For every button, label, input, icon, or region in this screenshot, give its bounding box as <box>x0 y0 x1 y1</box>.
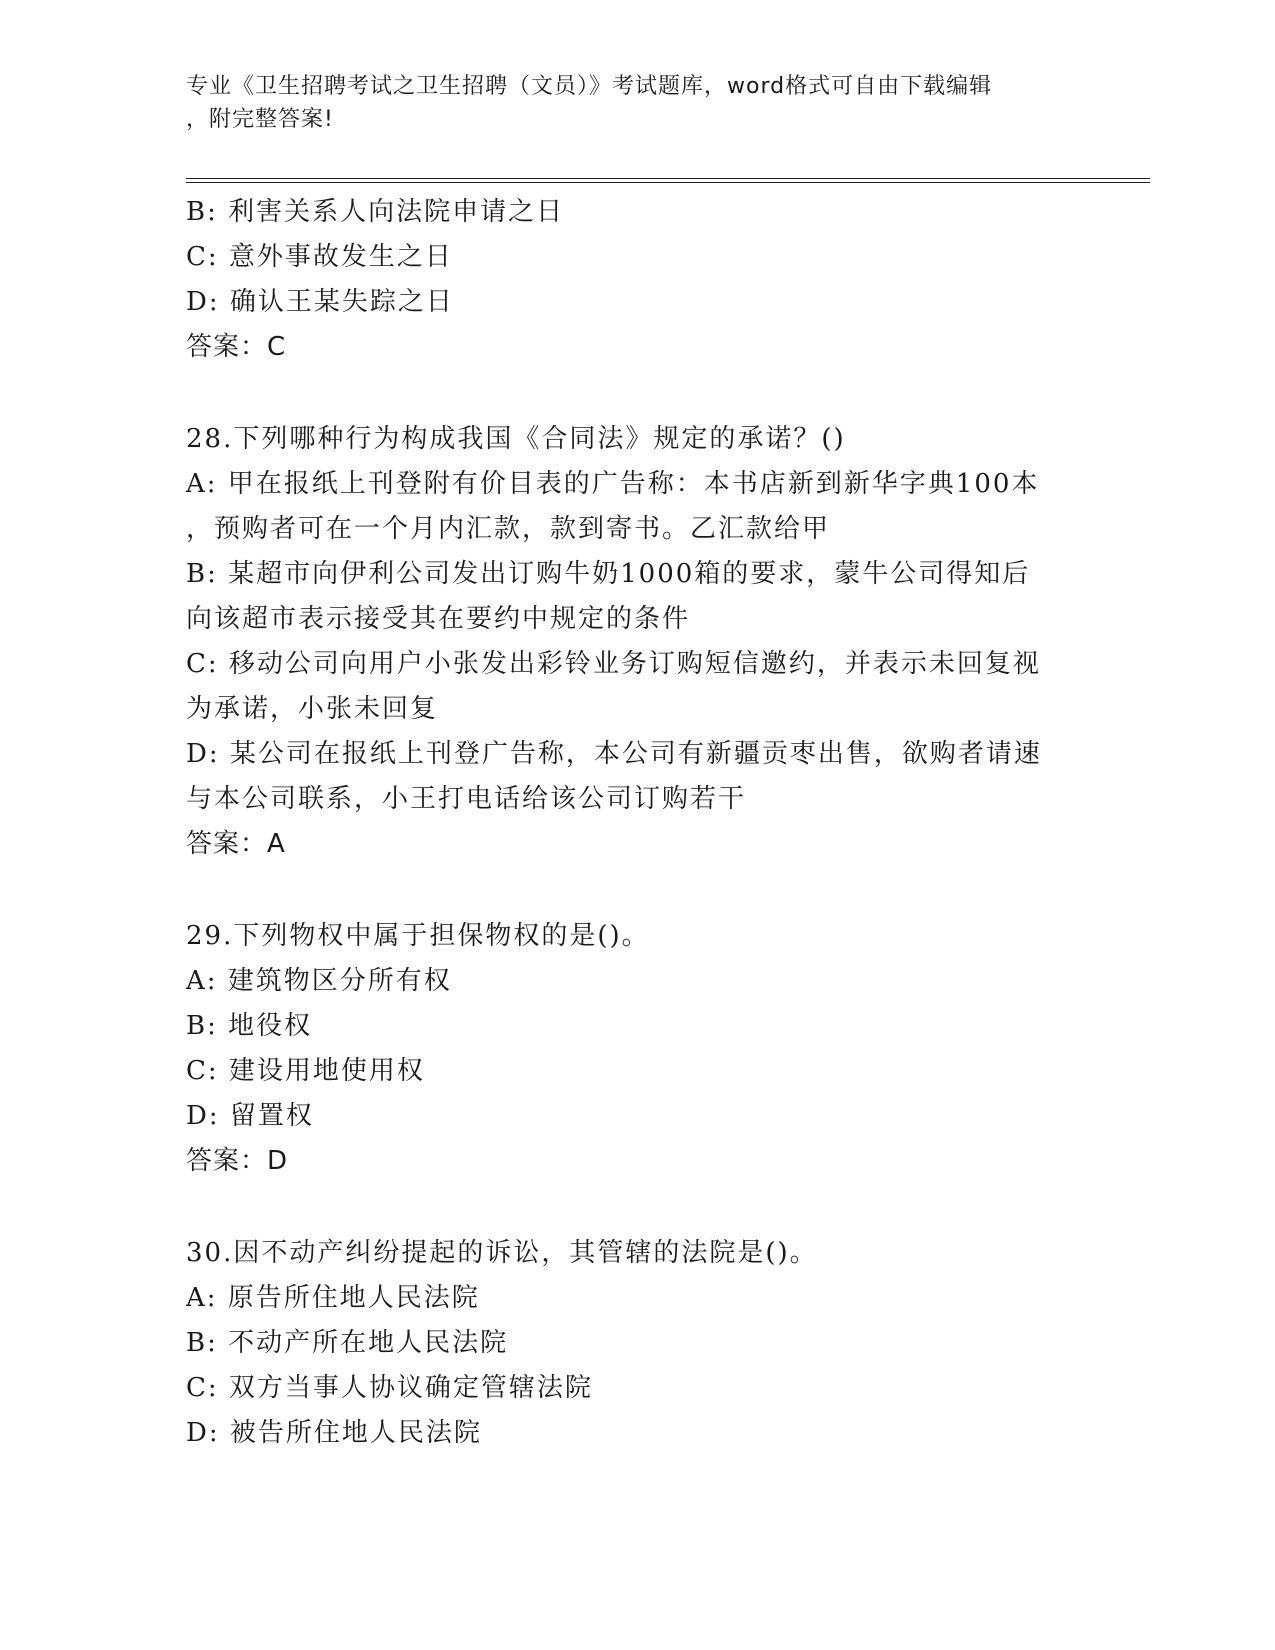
header-line-1: 专业《卫生招聘考试之卫生招聘（文员）》考试题库，word格式可自由下载编辑 <box>186 74 993 99</box>
option-line: B: 地役权 <box>186 1011 313 1041</box>
option-line: A: 建筑物区分所有权 <box>186 966 452 996</box>
spacer <box>186 867 1086 914</box>
option-line: D: 被告所住地人民法院 <box>186 1418 482 1448</box>
question-29 <box>186 914 1086 1184</box>
answer-line: 答案：A <box>186 829 286 859</box>
question-stem: 28.下列哪种行为构成我国《合同法》规定的承诺？() <box>186 424 846 454</box>
option-line: C: 移动公司向用户小张发出彩铃业务订购短信邀约，并表示未回复视 <box>186 649 1041 679</box>
option-line: 为承诺，小张未回复 <box>186 694 439 724</box>
header-line-2: ，附完整答案! <box>186 107 334 132</box>
option-line: B: 某超市向伊利公司发出订购牛奶1000箱的要求，蒙牛公司得知后 <box>186 559 1031 589</box>
question-stem: 29.下列物权中属于担保物权的是()。 <box>186 921 650 951</box>
option-line: B: 不动产所在地人民法院 <box>186 1328 509 1358</box>
answer-line: 答案：D <box>186 1146 289 1176</box>
answer-line: 答案：C <box>186 332 287 362</box>
option-line: 与本公司联系，小王打电话给该公司订购若干 <box>186 784 747 814</box>
option-line: D: 确认王某失踪之日 <box>186 287 454 317</box>
option-line: C: 建设用地使用权 <box>186 1056 425 1086</box>
option-line: B: 利害关系人向法院申请之日 <box>186 197 565 227</box>
spacer <box>186 1184 1086 1231</box>
option-line: D: 留置权 <box>186 1101 314 1131</box>
question-30 <box>186 1231 1086 1456</box>
question-27-continued <box>186 190 1086 370</box>
header-rule-top <box>186 178 1150 179</box>
spacer <box>186 370 1086 417</box>
question-stem: 30.因不动产纠纷提起的诉讼，其管辖的法院是()。 <box>186 1238 818 1268</box>
page-header <box>186 70 1066 136</box>
option-line: D: 某公司在报纸上刊登广告称，本公司有新疆贡枣出售，欲购者请速 <box>186 739 1042 769</box>
option-line: A: 原告所住地人民法院 <box>186 1283 480 1313</box>
option-line: ，预购者可在一个月内汇款，款到寄书。乙汇款给甲 <box>186 514 831 544</box>
option-line: 向该超市表示接受其在要约中规定的条件 <box>186 604 691 634</box>
header-rule-bottom <box>186 182 1150 183</box>
option-line: A: 甲在报纸上刊登附有价目表的广告称：本书店新到新华字典100本 <box>186 469 1040 499</box>
option-line: C: 双方当事人协议确定管辖法院 <box>186 1373 593 1403</box>
document-body <box>186 190 1086 1456</box>
question-28 <box>186 417 1086 867</box>
option-line: C: 意外事故发生之日 <box>186 242 453 272</box>
